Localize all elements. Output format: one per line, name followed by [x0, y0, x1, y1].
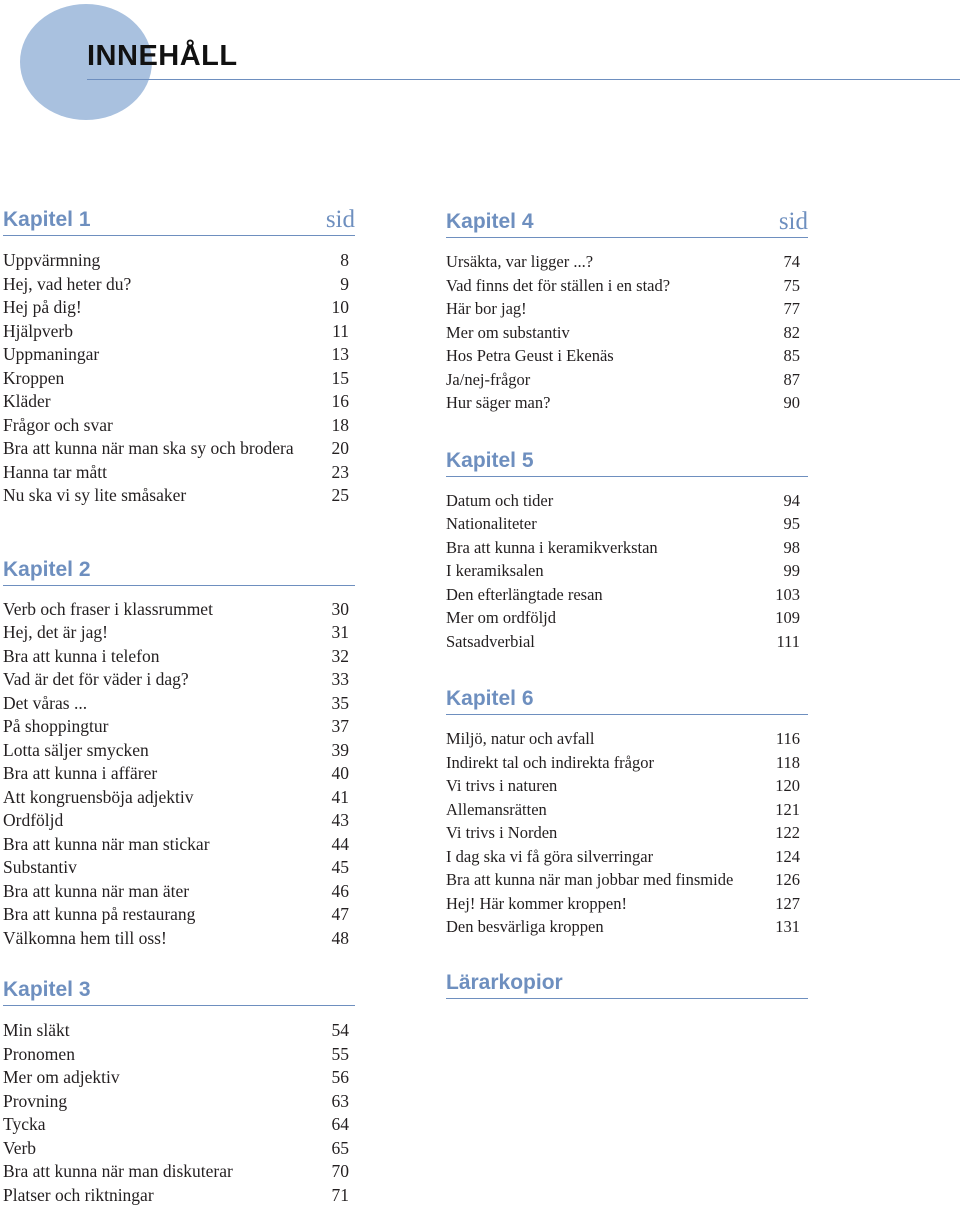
- entry-page-number: 46: [331, 880, 349, 901]
- entry-page-number: 75: [783, 275, 800, 295]
- toc-entry[interactable]: [3, 1113, 355, 1137]
- chapter-3-entries: [3, 1019, 355, 1207]
- entry-page-number: 71: [331, 1184, 349, 1205]
- chapter-5-heading: [446, 445, 808, 477]
- chapter-6-entries: [446, 727, 808, 939]
- entry-page-number: 77: [783, 299, 800, 318]
- toc-entry[interactable]: [446, 821, 808, 845]
- toc-entry[interactable]: [446, 274, 808, 298]
- chapter-title: Kapitel 4: [446, 210, 534, 233]
- entry-label: Miljö, natur och avfall: [446, 729, 595, 748]
- chapter-title: Kapitel 1: [3, 208, 91, 231]
- entry-label: Bra att kunna i keramikverkstan: [446, 537, 658, 557]
- toc-entry[interactable]: [3, 692, 355, 716]
- toc-entry[interactable]: [3, 762, 355, 786]
- entry-page-number: 103: [775, 584, 800, 604]
- chapter-title: Kapitel 2: [3, 557, 91, 581]
- entry-label: Frågor och svar: [3, 414, 113, 435]
- toc-right-column: [446, 206, 808, 999]
- entry-page-number: 20: [331, 438, 349, 458]
- title-underline: [87, 79, 960, 80]
- entry-label: Vad är det för väder i dag?: [3, 669, 189, 689]
- toc-entry[interactable]: [3, 809, 355, 833]
- entry-label: Tycka: [3, 1114, 46, 1134]
- toc-entry[interactable]: [446, 915, 808, 939]
- toc-entry[interactable]: [3, 320, 355, 344]
- toc-entry[interactable]: [3, 367, 355, 391]
- entry-label: Kläder: [3, 391, 51, 411]
- entry-page-number: 31: [331, 622, 349, 642]
- chapter-3-section: [3, 974, 355, 1207]
- chapter-6-section: [446, 683, 808, 939]
- entry-label: Pronomen: [3, 1043, 75, 1064]
- entry-page-number: 124: [775, 846, 800, 866]
- toc-entry[interactable]: [446, 559, 808, 583]
- toc-entry[interactable]: [446, 297, 808, 321]
- entry-label: Vi trivs i Norden: [446, 823, 558, 842]
- entry-label: Uppmaningar: [3, 344, 100, 364]
- entry-label: I dag ska vi få göra silverringar: [446, 846, 654, 866]
- page-column-label: sid: [778, 208, 808, 235]
- entry-label: Välkomna hem till oss!: [3, 927, 167, 948]
- toc-entry[interactable]: [446, 774, 808, 798]
- chapter-5-entries: [446, 489, 808, 654]
- toc-entry[interactable]: [3, 1090, 355, 1114]
- entry-page-number: 18: [331, 414, 349, 435]
- toc-entry[interactable]: [446, 606, 808, 630]
- toc-entry[interactable]: [3, 1184, 355, 1208]
- toc-entry[interactable]: [446, 727, 808, 751]
- toc-entry[interactable]: [446, 321, 808, 345]
- toc-entry[interactable]: [446, 344, 808, 368]
- entry-page-number: 131: [775, 917, 800, 936]
- entry-page-number: 35: [331, 692, 349, 713]
- entry-page-number: 65: [331, 1137, 349, 1158]
- entry-page-number: 85: [783, 346, 800, 365]
- toc-entry[interactable]: [446, 751, 808, 775]
- chapter-1-section: [3, 204, 355, 508]
- entry-page-number: 8: [340, 250, 349, 270]
- entry-page-number: 37: [331, 716, 349, 736]
- toc-entry[interactable]: [3, 598, 355, 622]
- entry-label: Min släkt: [3, 1020, 70, 1040]
- entry-page-number: 55: [331, 1043, 349, 1064]
- entry-page-number: 109: [775, 608, 800, 627]
- entry-label: Det våras ...: [3, 692, 88, 713]
- entry-label: Bra att kunna när man jobbar med finsmide: [446, 870, 734, 889]
- chapter-4-entries: [446, 250, 808, 415]
- entry-page-number: 82: [783, 322, 800, 342]
- toc-entry[interactable]: [3, 1043, 355, 1067]
- entry-label: Hjälpverb: [3, 320, 73, 341]
- chapter-6-heading: [446, 683, 808, 715]
- toc-entry[interactable]: [3, 668, 355, 692]
- entry-page-number: 54: [331, 1020, 349, 1040]
- entry-label: Kroppen: [3, 367, 65, 388]
- toc-entry[interactable]: [3, 903, 355, 927]
- entry-label: På shoppingtur: [3, 716, 109, 736]
- chapter-title: Kapitel 6: [446, 687, 534, 710]
- entry-label: Bra att kunna när man ska sy och brodera: [3, 438, 294, 458]
- entry-page-number: 23: [331, 461, 349, 482]
- entry-page-number: 99: [783, 561, 800, 580]
- entry-page-number: 40: [331, 763, 349, 783]
- toc-entry[interactable]: [3, 461, 355, 485]
- entry-label: Nu ska vi sy lite småsaker: [3, 485, 187, 505]
- entry-label: Verb och fraser i klassrummet: [3, 598, 213, 619]
- chapter-2-section: [3, 554, 355, 951]
- page-column-label: sid: [325, 206, 355, 233]
- toc-entry[interactable]: [3, 856, 355, 880]
- toc-entry[interactable]: [3, 1160, 355, 1184]
- toc-entry[interactable]: [3, 273, 355, 297]
- chapter-3-heading: [3, 974, 355, 1006]
- entry-page-number: 74: [783, 252, 800, 271]
- toc-entry[interactable]: [3, 621, 355, 645]
- toc-entry[interactable]: [3, 343, 355, 367]
- entry-page-number: 13: [331, 344, 349, 364]
- toc-entry[interactable]: [3, 296, 355, 320]
- toc-entry[interactable]: [446, 845, 808, 869]
- toc-entry[interactable]: [446, 892, 808, 916]
- page-title: INNEHÅLL: [87, 40, 238, 72]
- entry-page-number: 121: [775, 799, 800, 819]
- entry-label: Mer om substantiv: [446, 322, 570, 342]
- toc-entry[interactable]: [3, 414, 355, 438]
- entry-label: Satsadverbial: [446, 631, 535, 651]
- toc-entry[interactable]: [3, 880, 355, 904]
- toc-entry[interactable]: [3, 786, 355, 810]
- entry-page-number: 16: [331, 391, 349, 411]
- toc-entry[interactable]: [446, 583, 808, 607]
- chapter-1-entries: [3, 249, 355, 508]
- entry-page-number: 15: [331, 367, 349, 388]
- chapter-2-entries: [3, 598, 355, 951]
- entry-label: Substantiv: [3, 857, 77, 877]
- entry-page-number: 90: [783, 393, 800, 412]
- entry-page-number: 9: [340, 273, 349, 294]
- entry-label: Den efterlängtade resan: [446, 584, 603, 604]
- toc-entry[interactable]: [446, 798, 808, 822]
- entry-label: Hos Petra Geust i Ekenäs: [446, 346, 614, 365]
- toc-entry[interactable]: [3, 437, 355, 461]
- entry-label: Ursäkta, var ligger ...?: [446, 252, 594, 271]
- entry-page-number: 30: [331, 598, 349, 619]
- chapter-4-heading: [446, 206, 808, 238]
- entry-page-number: 11: [332, 320, 349, 341]
- chapter-title: Lärarkopior: [446, 970, 563, 994]
- entry-page-number: 48: [331, 927, 349, 948]
- entry-label: Hur säger man?: [446, 393, 551, 412]
- entry-page-number: 95: [783, 514, 800, 533]
- entry-label: Vad finns det för ställen i en stad?: [446, 275, 671, 295]
- toc-entry[interactable]: [446, 630, 808, 654]
- entry-page-number: 25: [331, 485, 349, 505]
- entry-label: Bra att kunna när man äter: [3, 880, 190, 901]
- chapter-2-heading: [3, 554, 355, 586]
- entry-page-number: 111: [776, 631, 800, 651]
- entry-label: Provning: [3, 1090, 68, 1111]
- entry-label: Verb: [3, 1137, 37, 1158]
- entry-page-number: 116: [775, 729, 800, 748]
- entry-page-number: 127: [775, 893, 800, 913]
- toc-entry[interactable]: [3, 390, 355, 414]
- entry-label: Bra att kunna när man stickar: [3, 833, 210, 854]
- entry-label: Den besvärliga kroppen: [446, 917, 604, 936]
- entry-label: Lotta säljer smycken: [3, 739, 149, 760]
- toc-entry[interactable]: [446, 868, 808, 892]
- entry-label: Indirekt tal och indirekta frågor: [446, 752, 654, 772]
- entry-page-number: 44: [331, 833, 349, 854]
- entry-label: Vi trivs i naturen: [446, 776, 558, 795]
- chapter-title: Kapitel 5: [446, 448, 534, 472]
- toc-entry[interactable]: [446, 536, 808, 560]
- entry-label: Bra att kunna när man diskuterar: [3, 1161, 233, 1181]
- chapter-5-section: [446, 445, 808, 654]
- entry-page-number: 33: [331, 669, 349, 689]
- chapter-title: Kapitel 3: [3, 978, 91, 1001]
- toc-entry[interactable]: [3, 715, 355, 739]
- toc-entry[interactable]: [446, 489, 808, 513]
- toc-entry[interactable]: [446, 250, 808, 274]
- entry-label: Allemansrätten: [446, 799, 547, 819]
- toc-entry[interactable]: [3, 249, 355, 273]
- entry-page-number: 56: [331, 1067, 349, 1087]
- entry-page-number: 87: [783, 369, 800, 389]
- entry-page-number: 94: [783, 490, 800, 510]
- entry-label: Mer om adjektiv: [3, 1067, 120, 1087]
- entry-label: Mer om ordföljd: [446, 608, 556, 627]
- entry-label: Här bor jag!: [446, 299, 527, 318]
- entry-page-number: 32: [331, 645, 349, 666]
- toc-entry[interactable]: [446, 368, 808, 392]
- toc-entry[interactable]: [3, 1137, 355, 1161]
- entry-label: Nationaliteter: [446, 514, 537, 533]
- entry-page-number: 39: [331, 739, 349, 760]
- entry-label: Bra att kunna på restaurang: [3, 904, 196, 924]
- toc-entry[interactable]: [3, 1019, 355, 1043]
- toc-entry[interactable]: [3, 927, 355, 951]
- entry-label: Ja/nej-frågor: [446, 369, 531, 389]
- entry-page-number: 41: [331, 786, 349, 807]
- toc-entry[interactable]: [3, 739, 355, 763]
- entry-label: Ordföljd: [3, 810, 64, 830]
- entry-page-number: 126: [775, 870, 800, 889]
- entry-label: Hej på dig!: [3, 297, 82, 317]
- toc-entry[interactable]: [3, 645, 355, 669]
- entry-page-number: 122: [775, 823, 800, 842]
- entry-label: Att kongruensböja adjektiv: [3, 786, 194, 807]
- toc-left-column: [3, 204, 355, 1207]
- toc-entry[interactable]: [3, 833, 355, 857]
- entry-page-number: 47: [331, 904, 349, 924]
- entry-page-number: 45: [331, 857, 349, 877]
- toc-entry[interactable]: [446, 391, 808, 415]
- entry-label: Hanna tar mått: [3, 461, 107, 482]
- entry-label: I keramiksalen: [446, 561, 544, 580]
- toc-entry[interactable]: [446, 512, 808, 536]
- entry-label: Hej, det är jag!: [3, 622, 108, 642]
- teacher-copies-section: [446, 967, 808, 999]
- chapter-4-section: [446, 206, 808, 415]
- chapter-1-heading: [3, 204, 355, 236]
- entry-label: Bra att kunna i affärer: [3, 763, 158, 783]
- teacher-copies-heading: [446, 967, 808, 999]
- entry-label: Datum och tider: [446, 490, 554, 510]
- toc-entry[interactable]: [3, 1066, 355, 1090]
- entry-label: Uppvärmning: [3, 250, 101, 270]
- entry-label: Hej, vad heter du?: [3, 273, 132, 294]
- entry-page-number: 118: [775, 752, 800, 772]
- entry-page-number: 10: [331, 297, 349, 317]
- entry-page-number: 120: [775, 776, 800, 795]
- entry-page-number: 43: [331, 810, 349, 830]
- entry-label: Platser och riktningar: [3, 1184, 154, 1205]
- entry-page-number: 64: [331, 1114, 349, 1134]
- entry-page-number: 63: [331, 1090, 349, 1111]
- toc-entry[interactable]: [3, 484, 355, 508]
- entry-label: Bra att kunna i telefon: [3, 645, 160, 666]
- entry-label: Hej! Här kommer kroppen!: [446, 893, 627, 913]
- entry-page-number: 70: [331, 1161, 349, 1181]
- entry-page-number: 98: [783, 537, 800, 557]
